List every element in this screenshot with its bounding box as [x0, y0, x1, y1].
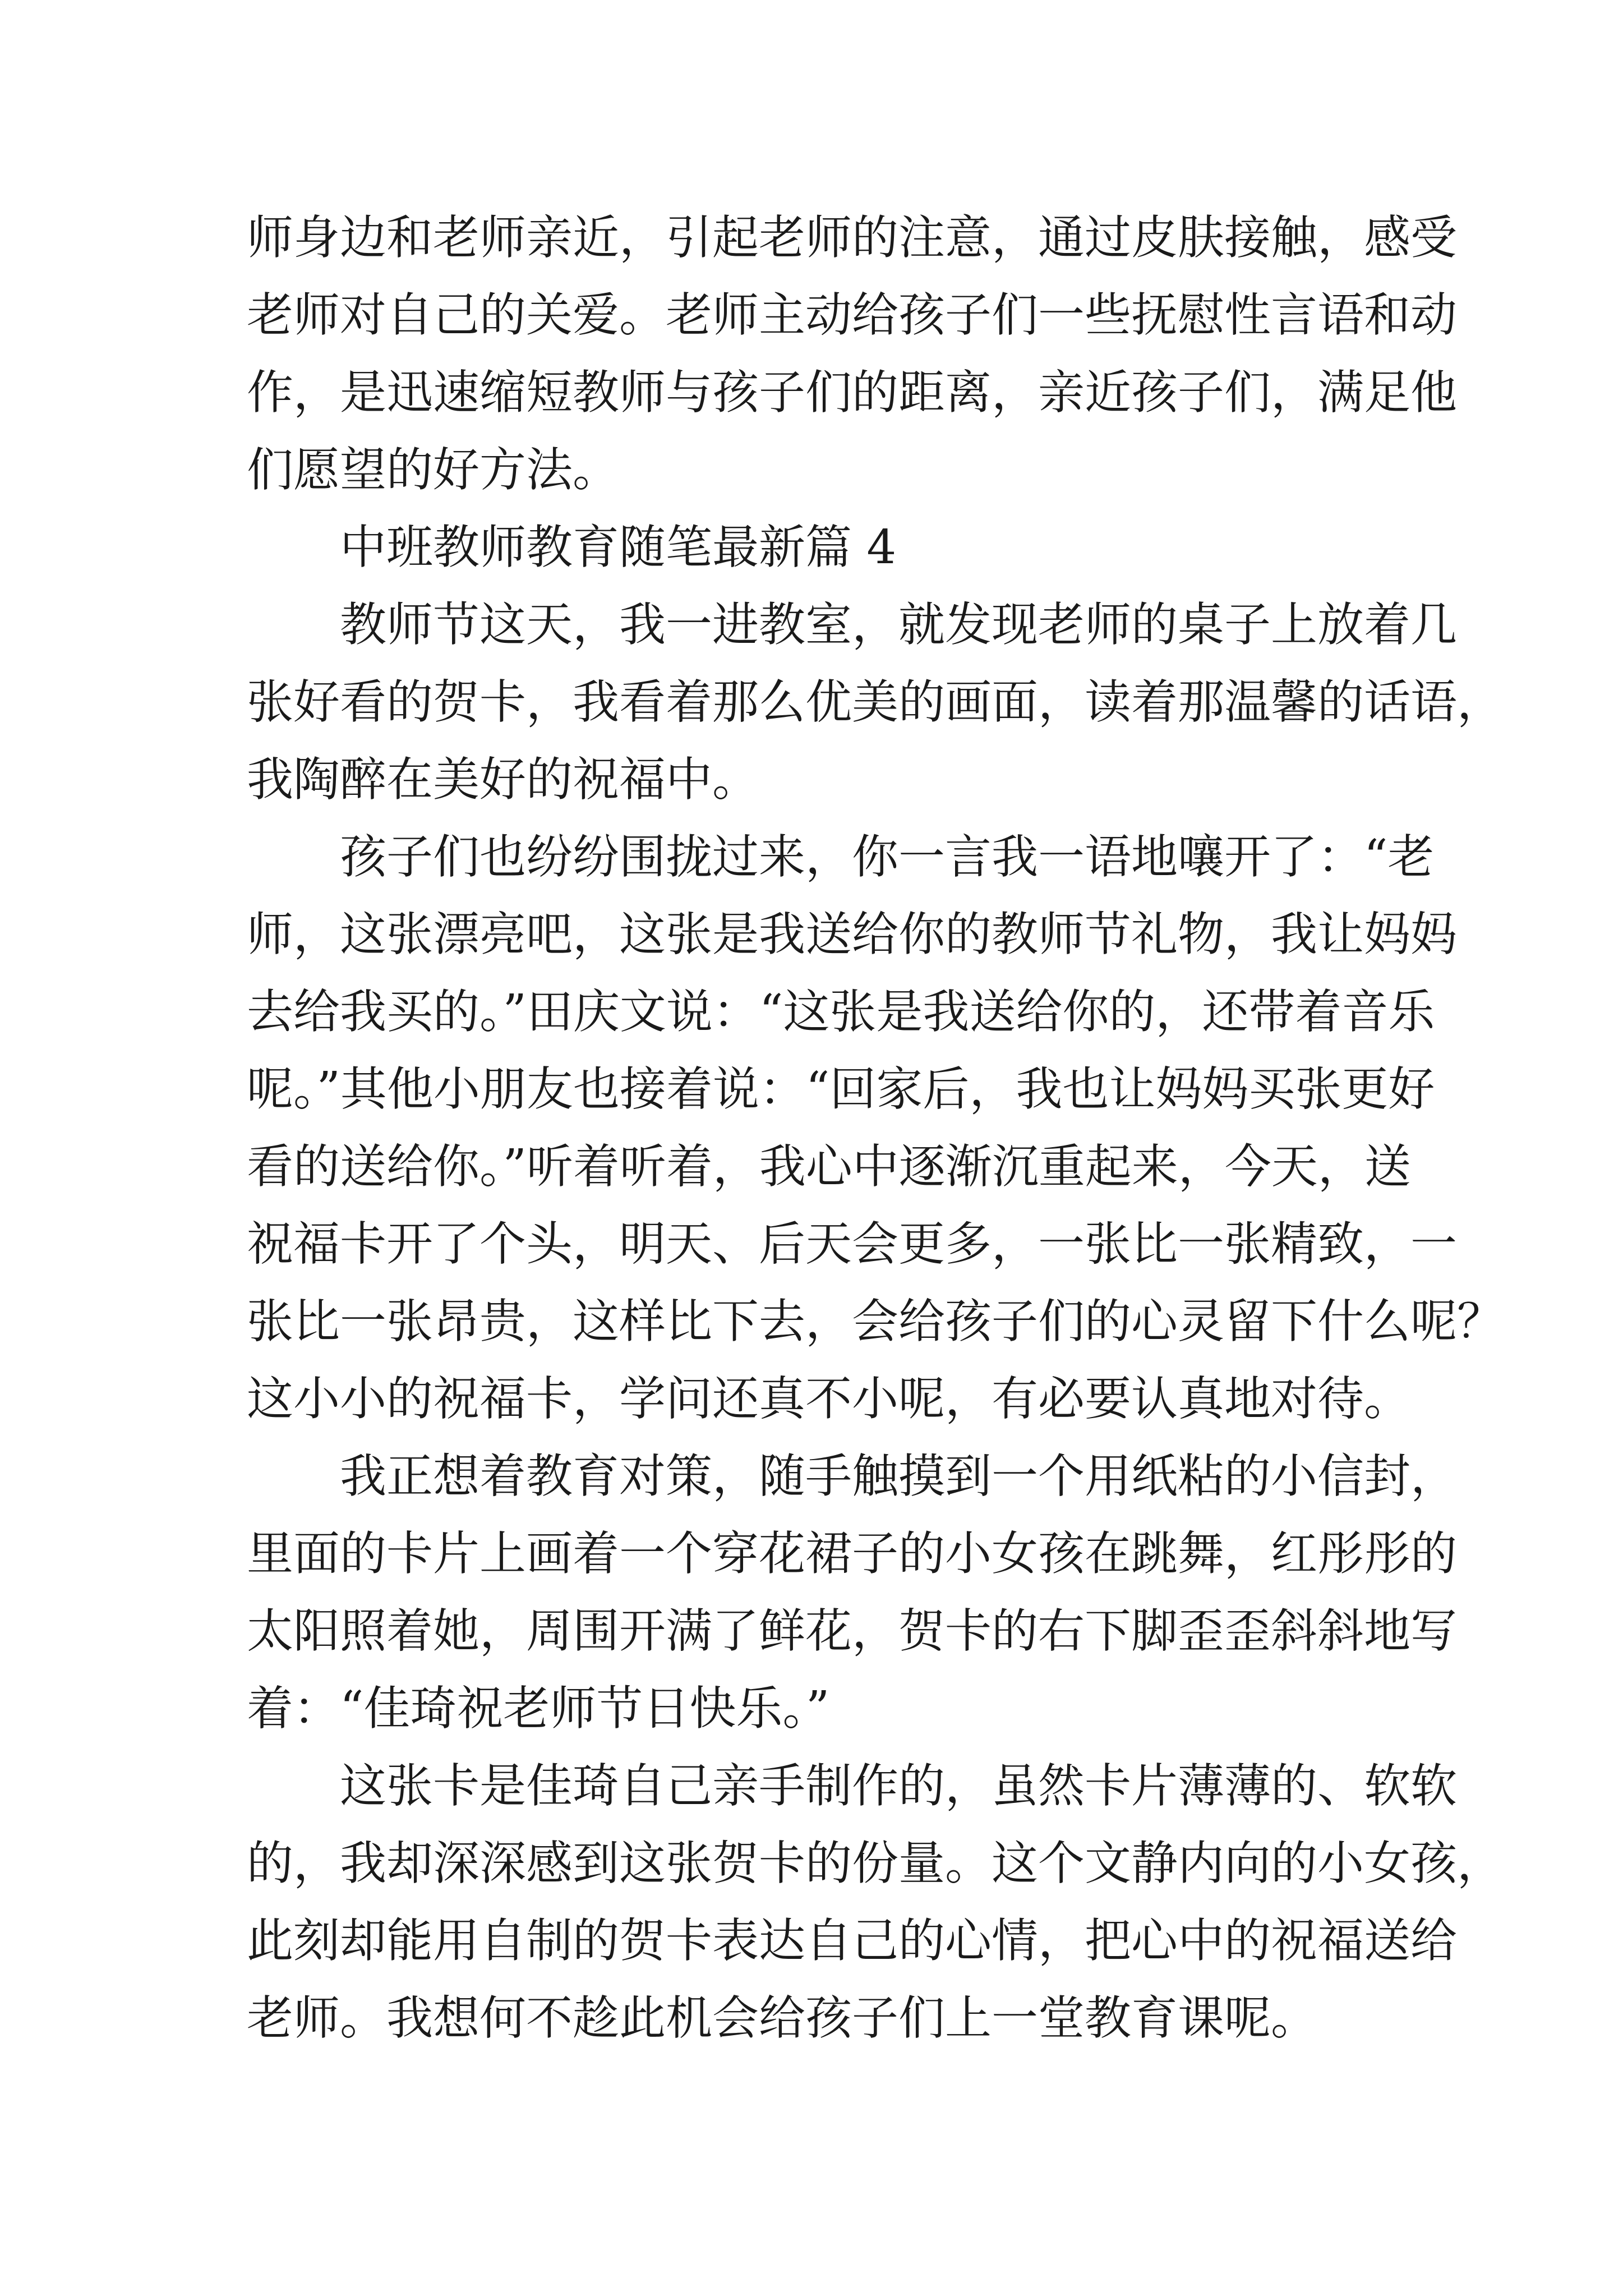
paragraph-first-line: 我正想着教育对策，随手触摸到一个用纸粘的小信封， [340, 1449, 1457, 1503]
paragraph-first-line: 这张卡是佳琦自己亲手制作的，虽然卡片薄薄的、软软 [340, 1759, 1457, 1813]
text-line: 去给我买的。”田庆文说：“这张是我送给你的，还带着音乐 [247, 984, 1435, 1039]
paragraph-first-line: 教师节这天，我一进教室，就发现老师的桌子上放着几 [340, 597, 1457, 652]
text-line: 老师。我想何不趁此机会给孩子们上一堂教育课呢。 [247, 1991, 1317, 2045]
text-line: 祝福卡开了个头，明天、后天会更多，一张比一张精致，一 [247, 1217, 1457, 1271]
section-heading: 中班教师教育随笔最新篇 4 [340, 520, 897, 574]
text-line: 作，是迅速缩短教师与孩子们的距离，亲近孩子们，满足他 [247, 365, 1457, 420]
text-line: 看的送给你。”听着听着，我心中逐渐沉重起来，今天，送 [247, 1139, 1411, 1194]
text-line: 张好看的贺卡，我看着那么优美的画面，读着那温馨的话语， [247, 675, 1504, 729]
text-line: 老师对自己的关爱。老师主动给孩子们一些抚慰性言语和动 [247, 288, 1457, 342]
text-line: 的，我却深深感到这张贺卡的份量。这个文静内向的小女孩， [247, 1836, 1504, 1890]
text-line: 们愿望的好方法。 [247, 443, 619, 497]
text-line: 此刻却能用自制的贺卡表达自己的心情，把心中的祝福送给 [247, 1913, 1457, 1968]
text-line: 张比一张昂贵，这样比下去，会给孩子们的心灵留下什么呢？ [247, 1294, 1504, 1349]
text-line: 里面的卡片上画着一个穿花裙子的小女孩在跳舞，红彤彤的 [247, 1526, 1457, 1581]
text-line: 我陶醉在美好的祝福中。 [247, 752, 759, 807]
text-line: 师，这张漂亮吧，这张是我送给你的教师节礼物，我让妈妈 [247, 907, 1457, 961]
text-line: 这小小的祝福卡，学问还真不小呢，有必要认真地对待。 [247, 1372, 1410, 1426]
text-line: 呢。”其他小朋友也接着说：“回家后，我也让妈妈买张更好 [247, 1062, 1435, 1116]
text-line: 着：“佳琦祝老师节日快乐。” [247, 1681, 830, 1736]
document-body [247, 199, 1504, 2057]
text-line: 太阳照着她，周围开满了鲜花，贺卡的右下脚歪歪斜斜地写 [247, 1604, 1457, 1658]
paragraph-first-line: 孩子们也纷纷围拢过来，你一言我一语地嚷开了：“老 [340, 830, 1435, 884]
text-line: 师身边和老师亲近，引起老师的注意，通过皮肤接触，感受 [247, 210, 1457, 265]
